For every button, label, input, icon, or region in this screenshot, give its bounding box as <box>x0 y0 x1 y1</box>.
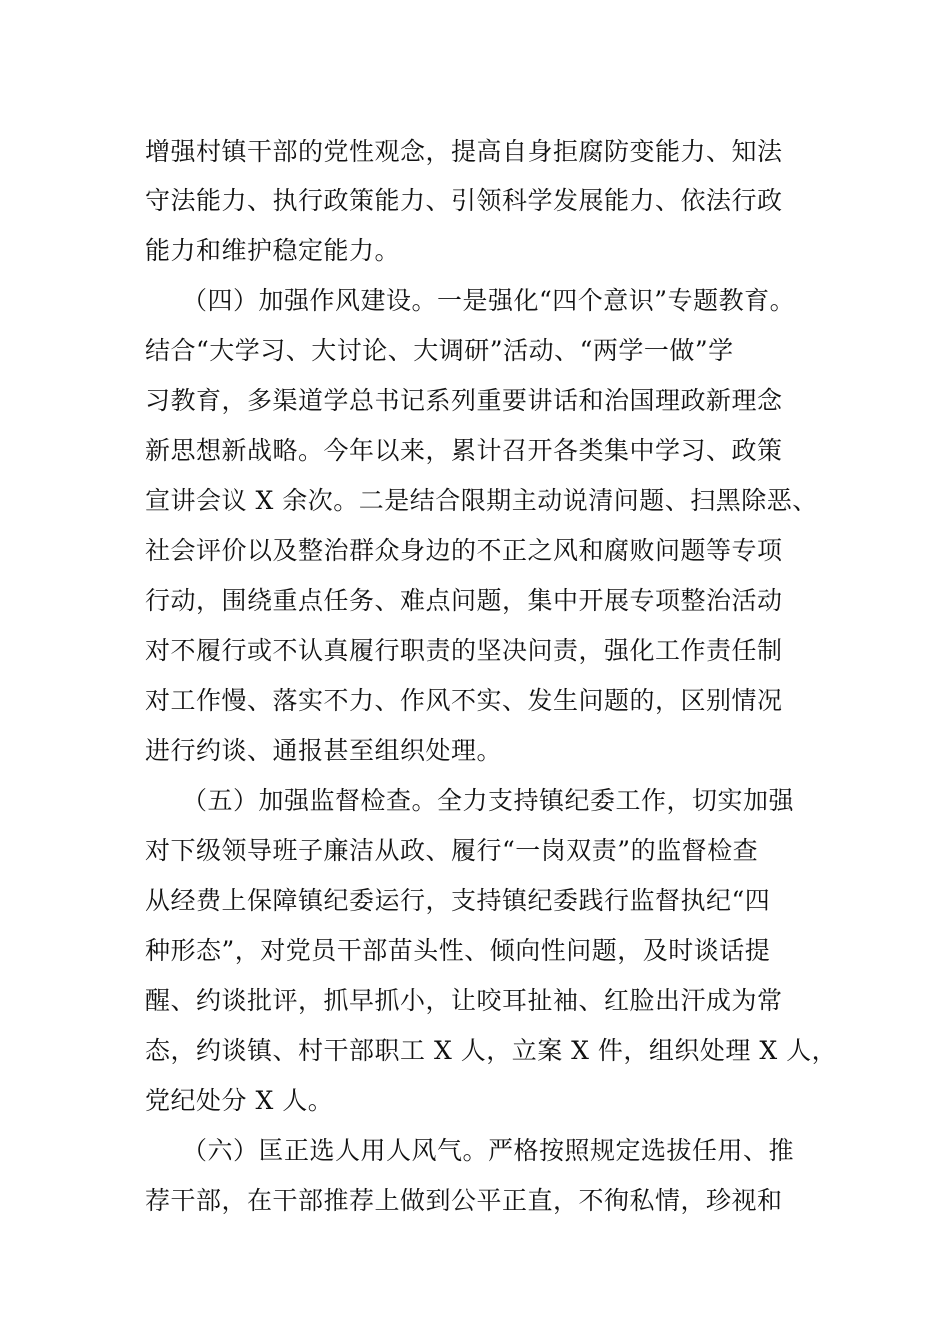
text-line: 习教育，多渠道学总书记系列重要讲话和治国理政新理念 <box>145 386 783 415</box>
text-line: 进行约谈、通报甚至组织处理。 <box>145 736 503 765</box>
text-line: 党纪处分 X 人。 <box>145 1086 334 1115</box>
text-line: 种形态”，对党员干部苗头性、倾向性问题，及时谈话提 <box>145 936 771 965</box>
text-line: （五）加强监督检查。全力支持镇纪委工作，切实加强 <box>182 786 795 815</box>
text-line: 守法能力、执行政策能力、引领科学发展能力、依法行政 <box>145 186 783 215</box>
text-line: 增强村镇干部的党性观念，提高自身拒腐防变能力、知法 <box>145 137 783 166</box>
text-line: 社会评价以及整治群众身边的不正之风和腐败问题等专项 <box>145 536 783 565</box>
text-line: 荐干部，在干部推荐上做到公平正直，不徇私情，珍视和 <box>145 1186 783 1215</box>
text-line: 新思想新战略。今年以来，累计召开各类集中学习、政策 <box>145 436 783 465</box>
text-line: 对下级领导班子廉洁从政、履行“一岗双责”的监督检查 <box>145 836 759 865</box>
text-line: 行动，围绕重点任务、难点问题，集中开展专项整治活动 <box>145 586 783 615</box>
text-line: 对工作慢、落实不力、作风不实、发生问题的，区别情况 <box>145 686 783 715</box>
text-line: 从经费上保障镇纪委运行，支持镇纪委践行监督执纪“四 <box>145 886 771 915</box>
text-line: （四）加强作风建设。一是强化“四个意识”专题教育。 <box>182 286 796 315</box>
text-line: 能力和维护稳定能力。 <box>145 236 401 265</box>
text-line: 宣讲会议 X 余次。二是结合限期主动说清问题、扫黑除恶、 <box>145 486 818 515</box>
text-line: 结合“大学习、大讨论、大调研”活动、“两学一做”学 <box>145 336 734 365</box>
text-line: 对不履行或不认真履行职责的坚决问责，强化工作责任制 <box>145 636 783 665</box>
text-line: 醒、约谈批评，抓早抓小，让咬耳扯袖、红脸出汗成为常 <box>145 986 783 1015</box>
text-line: 态，约谈镇、村干部职工 X 人，立案 X 件，组织处理 X 人， <box>145 1036 838 1065</box>
text-line: （六）匡正选人用人风气。严格按照规定选拔任用、推 <box>182 1136 795 1165</box>
